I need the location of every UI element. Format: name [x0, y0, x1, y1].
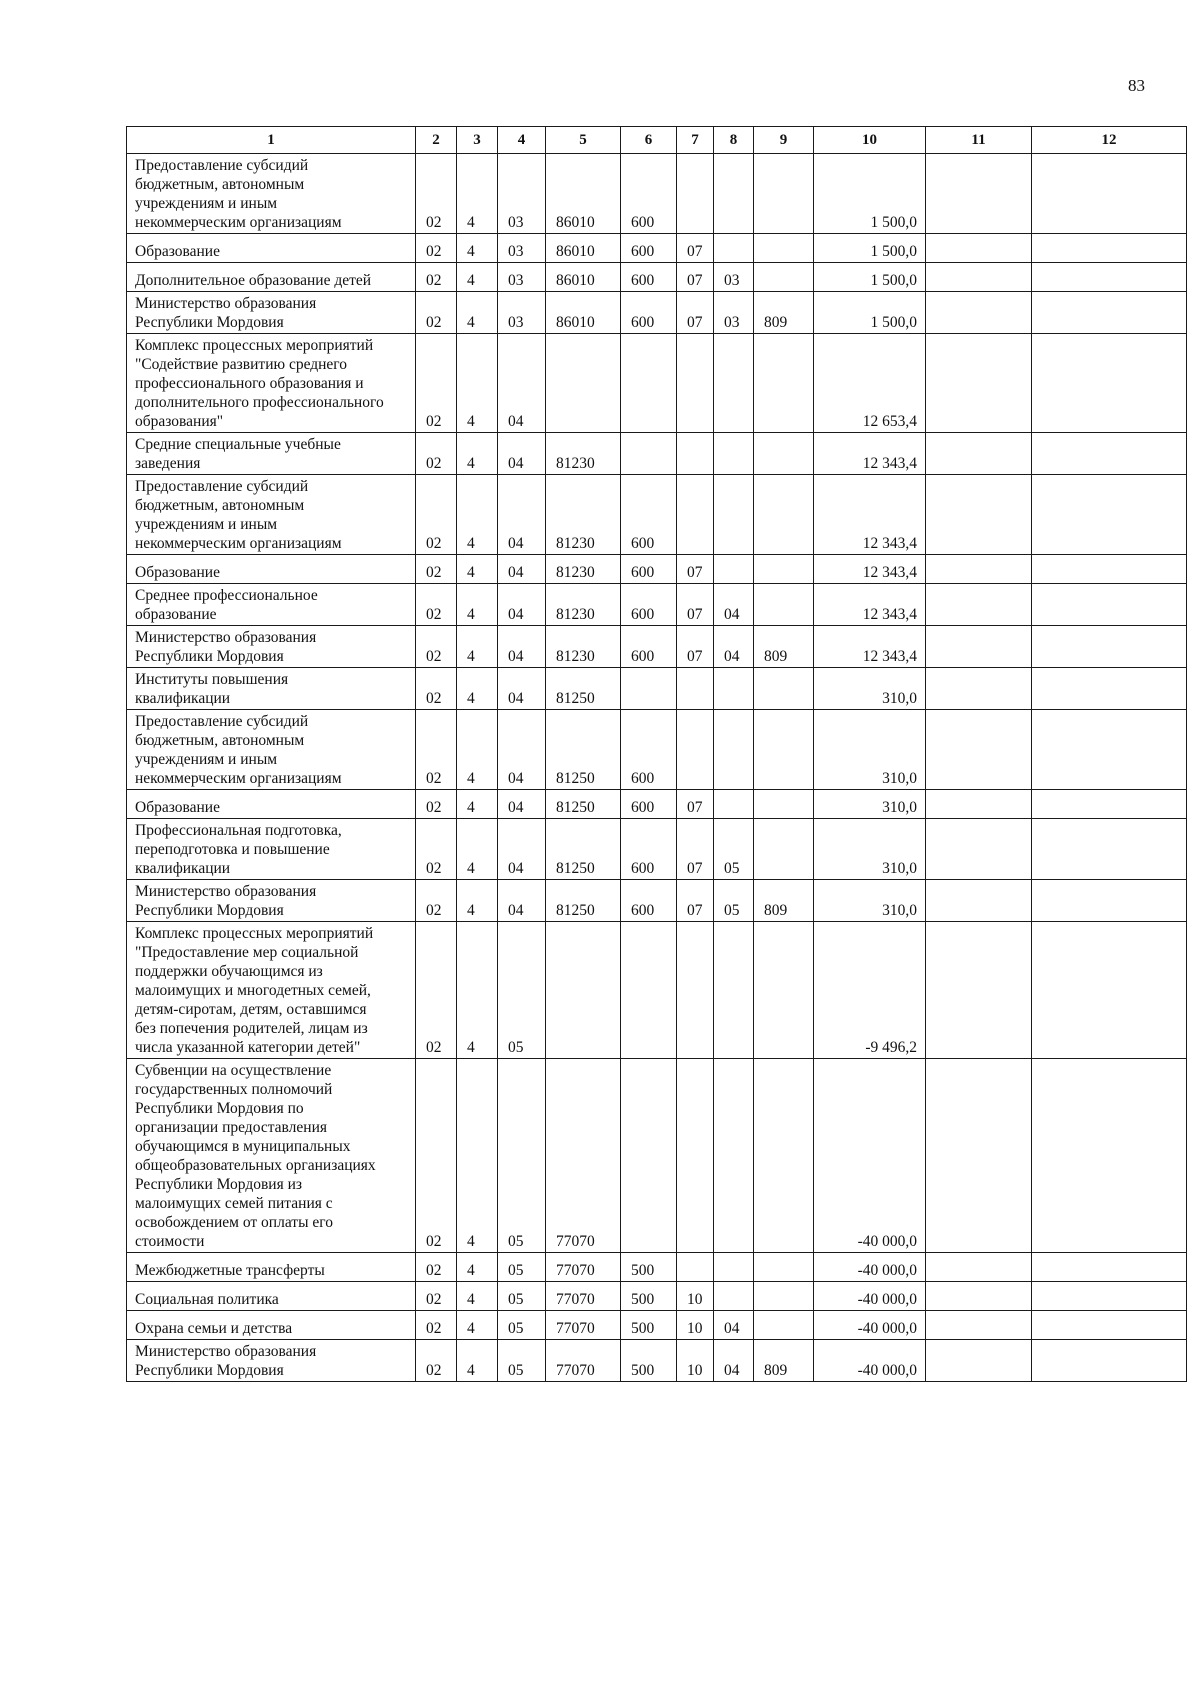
code-cell: 77070: [546, 1253, 621, 1282]
code-cell: 02: [416, 1282, 457, 1311]
code-cell: [754, 1311, 814, 1340]
code-cell: 07: [677, 555, 714, 584]
code-cell: [621, 668, 677, 710]
row-name-cell: Социальная политика: [127, 1282, 416, 1311]
amount-cell: -40 000,0: [814, 1059, 926, 1253]
table-row: [127, 1340, 1187, 1382]
row-name-cell: Предоставление субсидий бюджетным, автономным учреждениям и иным некоммерческим организациям: [127, 475, 416, 555]
code-cell: 04: [498, 584, 546, 626]
table-body: [127, 154, 1187, 1382]
code-cell: 4: [457, 668, 498, 710]
code-cell: [754, 584, 814, 626]
column-header: 10: [814, 127, 926, 154]
code-cell: [714, 710, 754, 790]
code-cell: [714, 790, 754, 819]
table-row: [127, 1311, 1187, 1340]
row-name-cell: Образование: [127, 790, 416, 819]
amount-cell: [1032, 1253, 1187, 1282]
amount-cell: [1032, 880, 1187, 922]
code-cell: 03: [714, 263, 754, 292]
table-row: [127, 1253, 1187, 1282]
code-cell: [754, 1059, 814, 1253]
column-number-row: [127, 127, 1187, 154]
column-header: 1: [127, 127, 416, 154]
code-cell: [677, 710, 714, 790]
code-cell: [754, 668, 814, 710]
code-cell: 809: [754, 880, 814, 922]
amount-cell: [926, 555, 1032, 584]
code-cell: 04: [498, 626, 546, 668]
amount-cell: 1 500,0: [814, 263, 926, 292]
row-name-cell: Комплекс процессных мероприятий "Предоставление мер социальной поддержки обучающимся из малоимущих и многодетных семей, детям-сиротам, детям, оставшимся без попечения родителей, лицам из числа указанной категории детей": [127, 922, 416, 1059]
code-cell: 600: [621, 475, 677, 555]
code-cell: 07: [677, 292, 714, 334]
amount-cell: [1032, 819, 1187, 880]
code-cell: 600: [621, 234, 677, 263]
code-cell: 81230: [546, 555, 621, 584]
code-cell: 77070: [546, 1059, 621, 1253]
code-cell: 809: [754, 1340, 814, 1382]
code-cell: [754, 819, 814, 880]
code-cell: 4: [457, 790, 498, 819]
code-cell: 4: [457, 880, 498, 922]
row-name-cell: Образование: [127, 555, 416, 584]
amount-cell: [926, 292, 1032, 334]
code-cell: [677, 154, 714, 234]
amount-cell: [926, 1282, 1032, 1311]
code-cell: [546, 334, 621, 433]
amount-cell: [926, 154, 1032, 234]
code-cell: 02: [416, 555, 457, 584]
code-cell: 07: [677, 790, 714, 819]
column-header: 8: [714, 127, 754, 154]
page-number: 83: [1128, 76, 1145, 95]
code-cell: 81250: [546, 668, 621, 710]
code-cell: [714, 475, 754, 555]
amount-cell: 12 343,4: [814, 626, 926, 668]
row-name-cell: Дополнительное образование детей: [127, 263, 416, 292]
amount-cell: 310,0: [814, 710, 926, 790]
code-cell: 4: [457, 584, 498, 626]
code-cell: [754, 433, 814, 475]
code-cell: 500: [621, 1253, 677, 1282]
amount-cell: [926, 626, 1032, 668]
row-name-cell: Предоставление субсидий бюджетным, автономным учреждениям и иным некоммерческим организациям: [127, 710, 416, 790]
table-row: [127, 234, 1187, 263]
code-cell: [714, 433, 754, 475]
column-header: 2: [416, 127, 457, 154]
amount-cell: [1032, 1340, 1187, 1382]
amount-cell: [1032, 433, 1187, 475]
code-cell: 02: [416, 263, 457, 292]
code-cell: [714, 154, 754, 234]
amount-cell: [1032, 790, 1187, 819]
table-row: [127, 626, 1187, 668]
table-row: [127, 334, 1187, 433]
table-row: [127, 668, 1187, 710]
code-cell: 4: [457, 922, 498, 1059]
amount-cell: [1032, 584, 1187, 626]
code-cell: 02: [416, 154, 457, 234]
code-cell: 81250: [546, 880, 621, 922]
amount-cell: 12 343,4: [814, 433, 926, 475]
code-cell: 04: [498, 710, 546, 790]
table-row: [127, 922, 1187, 1059]
code-cell: 03: [498, 263, 546, 292]
amount-cell: [1032, 922, 1187, 1059]
code-cell: 02: [416, 234, 457, 263]
code-cell: 500: [621, 1311, 677, 1340]
code-cell: 04: [714, 1340, 754, 1382]
code-cell: 600: [621, 819, 677, 880]
code-cell: [621, 922, 677, 1059]
code-cell: [754, 790, 814, 819]
code-cell: 86010: [546, 154, 621, 234]
amount-cell: -40 000,0: [814, 1340, 926, 1382]
row-name-cell: Предоставление субсидий бюджетным, автономным учреждениям и иным некоммерческим организациям: [127, 154, 416, 234]
code-cell: 02: [416, 819, 457, 880]
amount-cell: 12 343,4: [814, 584, 926, 626]
code-cell: 77070: [546, 1340, 621, 1382]
table-row: [127, 555, 1187, 584]
code-cell: [714, 668, 754, 710]
code-cell: 03: [498, 292, 546, 334]
code-cell: 4: [457, 292, 498, 334]
amount-cell: 310,0: [814, 880, 926, 922]
column-header: 5: [546, 127, 621, 154]
amount-cell: [926, 475, 1032, 555]
code-cell: 07: [677, 880, 714, 922]
amount-cell: [1032, 1311, 1187, 1340]
amount-cell: [926, 819, 1032, 880]
code-cell: [754, 922, 814, 1059]
code-cell: 02: [416, 584, 457, 626]
code-cell: 05: [714, 819, 754, 880]
table-row: [127, 154, 1187, 234]
code-cell: 05: [498, 1311, 546, 1340]
code-cell: 02: [416, 880, 457, 922]
budget-table: [126, 126, 1187, 1382]
amount-cell: 1 500,0: [814, 154, 926, 234]
amount-cell: [926, 790, 1032, 819]
code-cell: 81250: [546, 710, 621, 790]
code-cell: 4: [457, 1311, 498, 1340]
amount-cell: [1032, 626, 1187, 668]
amount-cell: [1032, 475, 1187, 555]
amount-cell: 310,0: [814, 790, 926, 819]
code-cell: 02: [416, 710, 457, 790]
amount-cell: [926, 668, 1032, 710]
table-row: [127, 790, 1187, 819]
column-header: 11: [926, 127, 1032, 154]
code-cell: [754, 710, 814, 790]
amount-cell: [1032, 234, 1187, 263]
code-cell: [754, 555, 814, 584]
code-cell: 04: [498, 668, 546, 710]
column-header: 7: [677, 127, 714, 154]
row-name-cell: Профессиональная подготовка, переподготовка и повышение квалификации: [127, 819, 416, 880]
amount-cell: [1032, 710, 1187, 790]
code-cell: 10: [677, 1311, 714, 1340]
code-cell: 02: [416, 790, 457, 819]
code-cell: 4: [457, 263, 498, 292]
column-header: 3: [457, 127, 498, 154]
code-cell: 07: [677, 626, 714, 668]
code-cell: 86010: [546, 234, 621, 263]
amount-cell: 12 343,4: [814, 475, 926, 555]
amount-cell: [926, 1059, 1032, 1253]
code-cell: [621, 1059, 677, 1253]
code-cell: 4: [457, 154, 498, 234]
code-cell: 10: [677, 1340, 714, 1382]
amount-cell: [1032, 555, 1187, 584]
code-cell: [754, 234, 814, 263]
column-header: 4: [498, 127, 546, 154]
amount-cell: [926, 1340, 1032, 1382]
amount-cell: [1032, 668, 1187, 710]
code-cell: 4: [457, 475, 498, 555]
code-cell: 4: [457, 1340, 498, 1382]
row-name-cell: Министерство образования Республики Мордовия: [127, 880, 416, 922]
code-cell: 03: [714, 292, 754, 334]
table-row: [127, 819, 1187, 880]
code-cell: 77070: [546, 1282, 621, 1311]
amount-cell: [1032, 263, 1187, 292]
code-cell: [677, 668, 714, 710]
code-cell: [677, 922, 714, 1059]
code-cell: [677, 334, 714, 433]
table-row: [127, 263, 1187, 292]
code-cell: 07: [677, 584, 714, 626]
amount-cell: -40 000,0: [814, 1282, 926, 1311]
row-name-cell: Средние специальные учебные заведения: [127, 433, 416, 475]
row-name-cell: Комплекс процессных мероприятий "Содействие развитию среднего профессионального образования и дополнительного профессионального образования": [127, 334, 416, 433]
code-cell: 02: [416, 1311, 457, 1340]
code-cell: 04: [498, 555, 546, 584]
amount-cell: [926, 1311, 1032, 1340]
code-cell: [714, 234, 754, 263]
row-name-cell: Охрана семьи и детства: [127, 1311, 416, 1340]
row-name-cell: Среднее профессиональное образование: [127, 584, 416, 626]
amount-cell: [926, 710, 1032, 790]
code-cell: [714, 334, 754, 433]
code-cell: 04: [498, 475, 546, 555]
code-cell: [677, 475, 714, 555]
code-cell: [754, 154, 814, 234]
code-cell: [677, 1059, 714, 1253]
code-cell: 04: [498, 790, 546, 819]
code-cell: 07: [677, 263, 714, 292]
amount-cell: [926, 922, 1032, 1059]
code-cell: [754, 263, 814, 292]
code-cell: [714, 1253, 754, 1282]
code-cell: 809: [754, 626, 814, 668]
table-row: [127, 880, 1187, 922]
code-cell: 05: [498, 1282, 546, 1311]
code-cell: 02: [416, 475, 457, 555]
code-cell: 600: [621, 292, 677, 334]
amount-cell: [1032, 1282, 1187, 1311]
table-row: [127, 292, 1187, 334]
code-cell: 600: [621, 710, 677, 790]
code-cell: 81250: [546, 790, 621, 819]
code-cell: [754, 475, 814, 555]
table-row: [127, 433, 1187, 475]
code-cell: 500: [621, 1282, 677, 1311]
code-cell: 600: [621, 263, 677, 292]
amount-cell: [926, 334, 1032, 433]
amount-cell: 1 500,0: [814, 292, 926, 334]
amount-cell: [926, 880, 1032, 922]
amount-cell: [926, 234, 1032, 263]
code-cell: 07: [677, 234, 714, 263]
code-cell: 07: [677, 819, 714, 880]
code-cell: [546, 922, 621, 1059]
code-cell: [621, 334, 677, 433]
code-cell: 04: [498, 334, 546, 433]
amount-cell: [926, 263, 1032, 292]
amount-cell: 1 500,0: [814, 234, 926, 263]
code-cell: 03: [498, 154, 546, 234]
code-cell: 4: [457, 555, 498, 584]
code-cell: 600: [621, 154, 677, 234]
code-cell: [754, 1282, 814, 1311]
code-cell: 77070: [546, 1311, 621, 1340]
table-row: [127, 584, 1187, 626]
amount-cell: 12 343,4: [814, 555, 926, 584]
code-cell: 02: [416, 1253, 457, 1282]
code-cell: 02: [416, 922, 457, 1059]
code-cell: [754, 334, 814, 433]
code-cell: 05: [498, 922, 546, 1059]
code-cell: [714, 555, 754, 584]
table-row: [127, 1059, 1187, 1253]
code-cell: [621, 433, 677, 475]
code-cell: 86010: [546, 292, 621, 334]
amount-cell: [1032, 334, 1187, 433]
code-cell: 02: [416, 1059, 457, 1253]
code-cell: 05: [498, 1340, 546, 1382]
row-name-cell: Министерство образования Республики Мордовия: [127, 1340, 416, 1382]
code-cell: 4: [457, 334, 498, 433]
column-header: 6: [621, 127, 677, 154]
code-cell: 04: [498, 880, 546, 922]
code-cell: 4: [457, 433, 498, 475]
amount-cell: [1032, 292, 1187, 334]
code-cell: 10: [677, 1282, 714, 1311]
amount-cell: 310,0: [814, 668, 926, 710]
code-cell: 600: [621, 880, 677, 922]
code-cell: [714, 1059, 754, 1253]
row-name-cell: Министерство образования Республики Мордовия: [127, 626, 416, 668]
amount-cell: 310,0: [814, 819, 926, 880]
code-cell: 04: [714, 584, 754, 626]
code-cell: 04: [498, 433, 546, 475]
code-cell: 500: [621, 1340, 677, 1382]
code-cell: 02: [416, 292, 457, 334]
code-cell: 4: [457, 1282, 498, 1311]
code-cell: 600: [621, 790, 677, 819]
code-cell: 4: [457, 626, 498, 668]
code-cell: 02: [416, 1340, 457, 1382]
table-row: [127, 1282, 1187, 1311]
amount-cell: -40 000,0: [814, 1253, 926, 1282]
amount-cell: [1032, 154, 1187, 234]
row-name-cell: Институты повышения квалификации: [127, 668, 416, 710]
row-name-cell: Министерство образования Республики Мордовия: [127, 292, 416, 334]
amount-cell: [926, 433, 1032, 475]
code-cell: 809: [754, 292, 814, 334]
table-row: [127, 710, 1187, 790]
code-cell: [714, 1282, 754, 1311]
code-cell: 05: [498, 1059, 546, 1253]
code-cell: 02: [416, 334, 457, 433]
code-cell: 600: [621, 584, 677, 626]
code-cell: 04: [714, 1311, 754, 1340]
code-cell: 86010: [546, 263, 621, 292]
code-cell: [677, 433, 714, 475]
row-name-cell: Межбюджетные трансферты: [127, 1253, 416, 1282]
code-cell: 81230: [546, 475, 621, 555]
code-cell: 02: [416, 626, 457, 668]
code-cell: 4: [457, 234, 498, 263]
code-cell: [714, 922, 754, 1059]
amount-cell: [1032, 1059, 1187, 1253]
code-cell: 02: [416, 433, 457, 475]
code-cell: 81230: [546, 626, 621, 668]
amount-cell: [926, 1253, 1032, 1282]
code-cell: 4: [457, 710, 498, 790]
code-cell: [677, 1253, 714, 1282]
code-cell: 4: [457, 819, 498, 880]
amount-cell: -9 496,2: [814, 922, 926, 1059]
code-cell: 81250: [546, 819, 621, 880]
code-cell: 02: [416, 668, 457, 710]
code-cell: 4: [457, 1059, 498, 1253]
code-cell: 600: [621, 555, 677, 584]
code-cell: 05: [714, 880, 754, 922]
amount-cell: -40 000,0: [814, 1311, 926, 1340]
row-name-cell: Образование: [127, 234, 416, 263]
amount-cell: 12 653,4: [814, 334, 926, 433]
code-cell: 05: [498, 1253, 546, 1282]
amount-cell: [926, 584, 1032, 626]
code-cell: 4: [457, 1253, 498, 1282]
code-cell: 81230: [546, 584, 621, 626]
row-name-cell: Субвенции на осуществление государственных полномочий Республики Мордовия по организации предоставления обучающимся в муниципальных общеобразовательных организациях Республики Мордовия из малоимущих семей питания с освобождением от оплаты его стоимости: [127, 1059, 416, 1253]
code-cell: 04: [498, 819, 546, 880]
code-cell: 600: [621, 626, 677, 668]
code-cell: [754, 1253, 814, 1282]
code-cell: 81230: [546, 433, 621, 475]
code-cell: 04: [714, 626, 754, 668]
code-cell: 03: [498, 234, 546, 263]
column-header: 12: [1032, 127, 1187, 154]
table-row: [127, 475, 1187, 555]
column-header: 9: [754, 127, 814, 154]
